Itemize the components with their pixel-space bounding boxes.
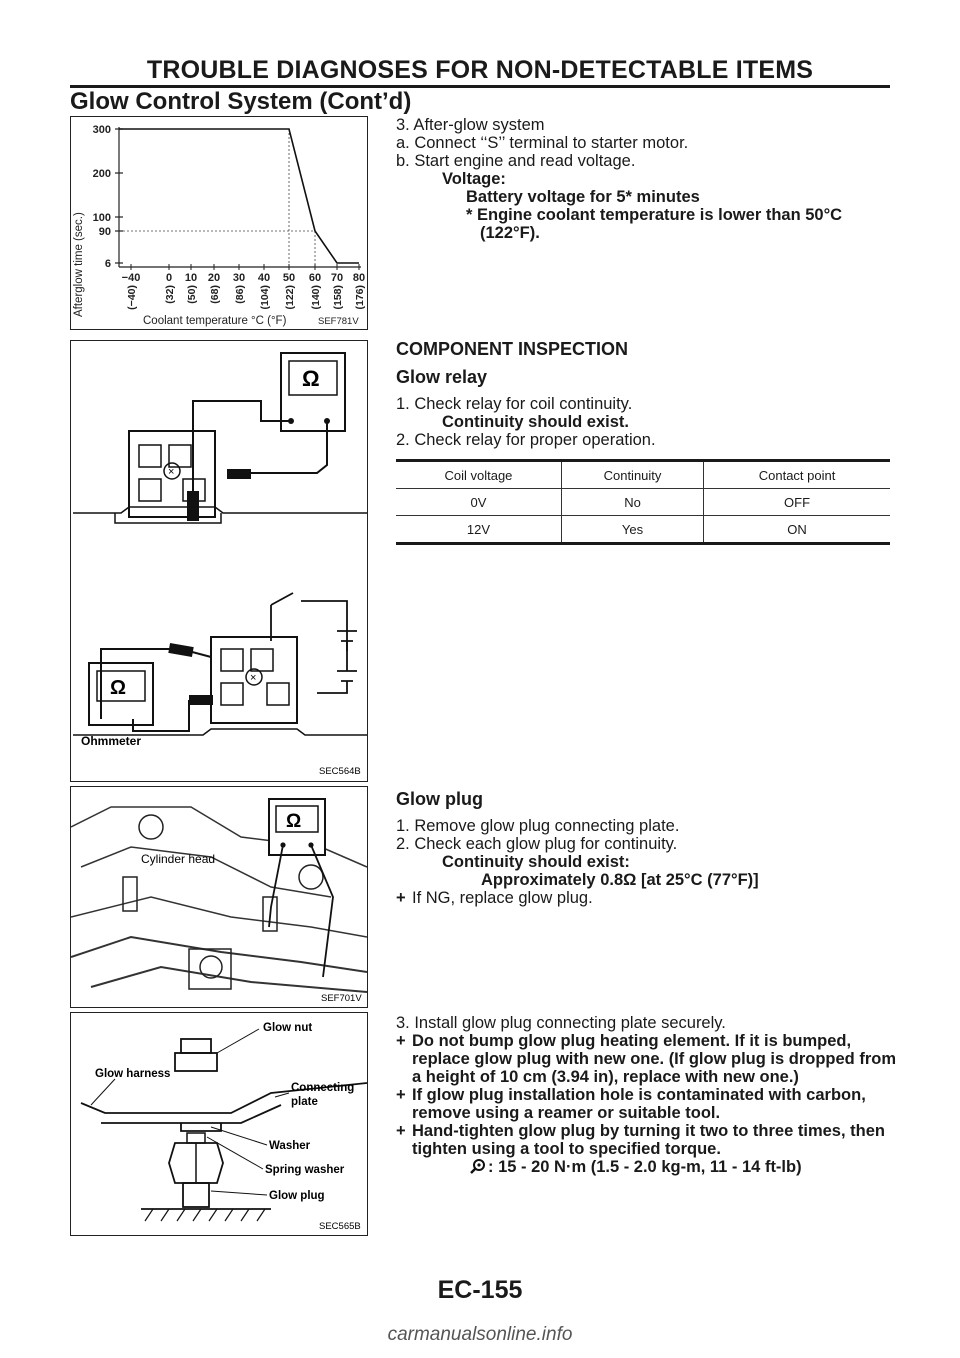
- x-tick-label-f: (50): [186, 285, 198, 304]
- x-tick-label-c: 50: [282, 272, 296, 284]
- table-header-row: [396, 461, 890, 489]
- relay-step-2: 2. Check relay for proper operation.: [396, 431, 656, 449]
- x-tick-labels: [122, 264, 366, 310]
- plug-ng-bullet: [396, 889, 896, 907]
- voltage-label: Voltage:: [442, 170, 506, 188]
- table-header-cell: Coil voltage: [396, 461, 561, 489]
- after-glow-steps: [396, 116, 896, 242]
- x-tick-label-c: 60: [308, 272, 322, 284]
- label-glow-plug: Glow plug: [269, 1190, 325, 1202]
- label-washer: Washer: [269, 1140, 311, 1152]
- glow-relay-heading: Glow relay: [396, 367, 488, 387]
- x-tick-label-c: 40: [257, 272, 271, 284]
- svg-text:×: ×: [168, 466, 175, 478]
- table-cell: 0V: [396, 489, 561, 516]
- step-3: 3. After-glow system: [396, 116, 545, 134]
- bullet-text: If glow plug installation hole is contaminated with carbon, remove using a reamer or suitable tool.: [412, 1086, 866, 1122]
- table-cell: ON: [704, 516, 890, 544]
- voltage-spec: Battery voltage for 5* minutes: [466, 188, 700, 206]
- chart-ylabel: Afterglow time (sec.): [73, 212, 85, 317]
- afterglow-chart: [71, 117, 367, 329]
- label-glow-harness: Glow harness: [95, 1068, 171, 1080]
- page-number: EC-155: [437, 1276, 523, 1304]
- section-subtitle: Glow Control System (Cont’d): [70, 88, 412, 115]
- table-header-cell: Contact point: [704, 461, 890, 489]
- x-tick-label-f: (158): [332, 285, 344, 310]
- glow-relay-diagram: [71, 341, 367, 781]
- x-tick-label-c: 80: [352, 272, 366, 284]
- ohmmeter-label: Ohmmeter: [81, 734, 142, 748]
- glow-plug-check: [396, 790, 896, 907]
- svg-text:×: ×: [250, 672, 257, 684]
- bullet-mark: +: [396, 1032, 406, 1050]
- step-a: a. Connect ‘‘S’’ terminal to starter motor.: [396, 134, 689, 152]
- component-inspection: [396, 340, 896, 449]
- caution-bullet-1: [396, 1032, 896, 1086]
- x-tick-label-f: (176): [354, 285, 366, 310]
- caution-bullet-3: [396, 1122, 896, 1158]
- ohm-symbol-upper: Ω: [302, 366, 320, 391]
- bullet-text: If NG, replace glow plug.: [412, 889, 593, 907]
- cylinder-head-label: Cylinder head: [141, 852, 216, 866]
- x-tick-label-f: (86): [234, 285, 246, 304]
- glow-relay-figure: [70, 340, 368, 782]
- caution-bullet-2: [396, 1086, 896, 1122]
- label-plate: plate: [291, 1096, 318, 1108]
- temperature-note-cont: (122°F).: [480, 224, 540, 242]
- x-tick-label-f: (122): [284, 285, 296, 310]
- table-header-cell: Continuity: [561, 461, 703, 489]
- ohm-symbol-lower: Ω: [110, 677, 127, 699]
- component-inspection-heading: COMPONENT INSPECTION: [396, 339, 629, 359]
- temperature-note: * Engine coolant temperature is lower than 50°C: [466, 206, 843, 224]
- plug-resistance-spec: Approximately 0.8Ω [at 25°C (77°F)]: [481, 871, 759, 889]
- table-row: [396, 516, 890, 544]
- relay-continuity-spec: Continuity should exist.: [442, 413, 630, 431]
- label-spring-washer: Spring washer: [265, 1164, 345, 1176]
- x-tick-label-c: 30: [232, 272, 246, 284]
- x-tick-label-c: 0: [165, 272, 173, 284]
- torque-spec: [396, 1158, 896, 1176]
- figure-code: SEC565B: [319, 1221, 361, 1232]
- chart-guides: [119, 129, 315, 267]
- step-b: b. Start engine and read voltage.: [396, 152, 636, 170]
- x-tick-label-f: (104): [259, 285, 271, 310]
- x-tick-label-f: (140): [310, 285, 322, 310]
- plug-step-2: 2. Check each glow plug for continuity.: [396, 835, 678, 853]
- figure-code: SEF701V: [321, 993, 362, 1004]
- bullet-mark: +: [396, 1122, 406, 1140]
- plug-step-1: 1. Remove glow plug connecting plate.: [396, 817, 680, 835]
- installation-steps: [396, 1014, 896, 1176]
- install-step-3: 3. Install glow plug connecting plate securely.: [396, 1014, 726, 1032]
- torque-value: : 15 - 20 N·m (1.5 - 2.0 kg-m, 11 - 14 ft-lb): [488, 1158, 802, 1176]
- relay-step-1: 1. Check relay for coil continuity.: [396, 395, 633, 413]
- x-tick-label-f: (32): [164, 285, 176, 304]
- plug-continuity-spec: Continuity should exist:: [442, 853, 630, 871]
- watermark: carmanualsonline.info: [387, 1324, 573, 1345]
- afterglow-series-line: [119, 129, 359, 263]
- glow-plug-assembly-figure: [70, 1012, 368, 1236]
- label-glow-nut: Glow nut: [263, 1022, 313, 1034]
- y-tick-label: 100: [92, 212, 111, 224]
- table-cell: OFF: [704, 489, 890, 516]
- figure-code: SEF781V: [318, 316, 359, 327]
- y-tick-label: 300: [92, 124, 111, 136]
- bullet-text: Do not bump glow plug heating element. If it is bumped, replace glow plug with new one. (If glow plug is dropped from a height of 10 cm (3.94 in), replace with new one.): [412, 1032, 897, 1086]
- section-title: TROUBLE DIAGNOSES FOR NON-DETECTABLE ITEMS: [146, 56, 814, 84]
- torque-wrench-icon: [470, 1158, 486, 1174]
- glow-plug-assembly-diagram: [71, 1013, 367, 1235]
- x-tick-label-f: (68): [209, 285, 221, 304]
- label-connecting: Connecting: [291, 1082, 355, 1094]
- ohm-symbol: Ω: [286, 811, 302, 832]
- x-tick-label-f: (−40): [126, 285, 138, 310]
- table-row: [396, 489, 890, 516]
- y-tick-label: 6: [104, 258, 111, 270]
- table-cell: Yes: [561, 516, 703, 544]
- glow-plug-heading: Glow plug: [396, 789, 483, 809]
- y-tick-label: 200: [92, 168, 111, 180]
- figure-code: SEC564B: [319, 766, 361, 777]
- bullet-mark: +: [396, 889, 406, 907]
- chart-xlabel: Coolant temperature °C (°F): [143, 315, 287, 327]
- table-cell: No: [561, 489, 703, 516]
- bullet-text: Hand-tighten glow plug by turning it two to three times, then tighten using a tool to specified torque.: [412, 1122, 885, 1158]
- x-tick-label-c: 70: [330, 272, 344, 284]
- glow-plug-figure: [70, 786, 368, 1008]
- x-tick-label-c: 10: [184, 272, 198, 284]
- glow-plug-diagram: [71, 787, 367, 1007]
- x-tick-label-c: −40: [121, 272, 141, 284]
- y-tick-label: 90: [98, 226, 111, 238]
- afterglow-chart-figure: [70, 116, 368, 330]
- x-tick-label-c: 20: [207, 272, 221, 284]
- bullet-mark: +: [396, 1086, 406, 1104]
- table-cell: 12V: [396, 516, 561, 544]
- relay-operation-table: [396, 459, 890, 545]
